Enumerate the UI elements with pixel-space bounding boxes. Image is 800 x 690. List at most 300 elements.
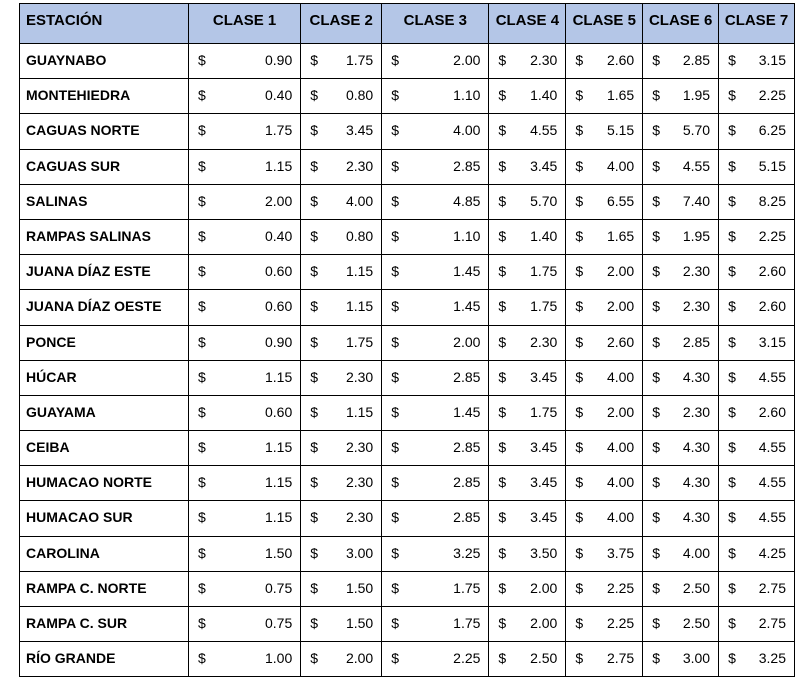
- currency-symbol: $: [728, 333, 736, 350]
- rate-cell-clase-3: [382, 79, 489, 114]
- rate-cell-clase-5: [566, 184, 643, 219]
- rate-cell-clase-4: [489, 431, 566, 466]
- rate-cell-clase-2: [301, 360, 382, 395]
- currency-symbol: $: [575, 544, 584, 561]
- rate-cell-clase-1: [188, 290, 300, 325]
- currency-symbol: $: [575, 333, 584, 350]
- station-name: JUANA DÍAZ ESTE: [20, 255, 189, 290]
- rate-amount: 1.95: [682, 87, 711, 104]
- rate-amount: 1.15: [265, 474, 293, 491]
- currency-symbol: $: [652, 333, 660, 350]
- currency-symbol: $: [575, 52, 584, 68]
- rate-amount: 6.25: [758, 122, 786, 139]
- currency-symbol: $: [652, 403, 660, 420]
- rate-amount: 2.50: [530, 650, 558, 667]
- rate-cell-clase-1: [188, 466, 300, 501]
- currency-symbol: $: [652, 474, 660, 491]
- rate-cell-clase-4: [489, 114, 566, 149]
- rate-cell-clase-5: [566, 571, 643, 606]
- currency-symbol: $: [728, 615, 736, 631]
- rate-cell-clase-7: [719, 79, 795, 114]
- currency-symbol: $: [310, 403, 319, 420]
- currency-symbol: $: [197, 157, 206, 174]
- rate-amount: 1.45: [453, 298, 481, 315]
- rate-cell-clase-5: [566, 325, 643, 360]
- rate-amount: 4.00: [453, 122, 481, 139]
- header-clase-2: CLASE 2: [301, 4, 382, 44]
- header-clase-3: CLASE 3: [382, 4, 489, 44]
- rate-cell-clase-2: [301, 79, 382, 114]
- rate-amount: 1.75: [530, 263, 558, 280]
- header-clase-7: CLASE 7: [719, 4, 795, 44]
- rate-cell-clase-2: [301, 607, 382, 642]
- rate-cell-clase-1: [188, 219, 300, 254]
- rate-amount: 2.50: [682, 615, 711, 631]
- currency-symbol: $: [310, 333, 319, 350]
- rate-cell-clase-5: [566, 44, 643, 79]
- currency-symbol: $: [575, 439, 584, 456]
- currency-symbol: $: [575, 615, 584, 631]
- rate-amount: 2.30: [345, 157, 374, 174]
- rate-cell-clase-5: [566, 114, 643, 149]
- currency-symbol: $: [498, 615, 507, 631]
- rate-cell-clase-7: [719, 219, 795, 254]
- rate-cell-clase-7: [719, 536, 795, 571]
- currency-symbol: $: [391, 509, 399, 526]
- currency-symbol: $: [652, 52, 660, 68]
- table-row: [20, 114, 795, 149]
- rate-cell-clase-7: [719, 431, 795, 466]
- station-name: CEIBA: [20, 431, 189, 466]
- currency-symbol: $: [310, 474, 319, 491]
- table-row: [20, 642, 795, 677]
- table-row: [20, 44, 795, 79]
- table-row: [20, 466, 795, 501]
- rate-cell-clase-7: [719, 290, 795, 325]
- rate-cell-clase-4: [489, 290, 566, 325]
- rate-amount: 1.50: [265, 544, 293, 561]
- toll-rates-table: [19, 3, 795, 677]
- rate-cell-clase-7: [719, 184, 795, 219]
- currency-symbol: $: [197, 615, 206, 631]
- currency-symbol: $: [310, 227, 319, 244]
- currency-symbol: $: [391, 192, 399, 209]
- currency-symbol: $: [652, 263, 660, 280]
- rate-cell-clase-6: [643, 255, 719, 290]
- header-clase-5: CLASE 5: [566, 4, 643, 44]
- rate-cell-clase-5: [566, 466, 643, 501]
- station-name: GUAYNABO: [20, 44, 189, 79]
- rate-cell-clase-4: [489, 325, 566, 360]
- currency-symbol: $: [728, 368, 736, 385]
- rate-amount: 2.60: [758, 298, 786, 315]
- currency-symbol: $: [652, 615, 660, 631]
- rate-amount: 1.10: [453, 227, 481, 244]
- currency-symbol: $: [197, 263, 206, 280]
- rate-amount: 4.00: [606, 474, 635, 491]
- currency-symbol: $: [197, 474, 206, 491]
- rate-amount: 0.60: [265, 298, 293, 315]
- rate-cell-clase-4: [489, 501, 566, 536]
- rate-amount: 1.45: [453, 403, 481, 420]
- rate-amount: 1.15: [345, 403, 374, 420]
- rate-cell-clase-7: [719, 325, 795, 360]
- rate-cell-clase-7: [719, 360, 795, 395]
- rate-amount: 5.15: [606, 122, 635, 139]
- currency-symbol: $: [310, 579, 319, 596]
- currency-symbol: $: [197, 192, 206, 209]
- currency-symbol: $: [310, 157, 319, 174]
- rate-amount: 2.25: [758, 87, 786, 104]
- rate-cell-clase-4: [489, 184, 566, 219]
- rate-amount: 0.80: [345, 227, 374, 244]
- station-name: CAGUAS NORTE: [20, 114, 189, 149]
- currency-symbol: $: [575, 122, 584, 139]
- currency-symbol: $: [652, 227, 660, 244]
- rate-amount: 2.00: [453, 52, 481, 68]
- currency-symbol: $: [498, 544, 507, 561]
- rate-amount: 0.40: [265, 87, 293, 104]
- rate-cell-clase-7: [719, 466, 795, 501]
- rate-amount: 5.70: [682, 122, 711, 139]
- rate-cell-clase-3: [382, 395, 489, 430]
- rate-cell-clase-3: [382, 571, 489, 606]
- currency-symbol: $: [310, 439, 319, 456]
- currency-symbol: $: [652, 87, 660, 104]
- rate-amount: 4.55: [758, 368, 786, 385]
- rate-amount: 3.75: [606, 544, 635, 561]
- currency-symbol: $: [391, 650, 399, 667]
- currency-symbol: $: [310, 368, 319, 385]
- rate-cell-clase-4: [489, 255, 566, 290]
- rate-amount: 1.95: [682, 227, 711, 244]
- rate-cell-clase-1: [188, 114, 300, 149]
- station-name: MONTEHIEDRA: [20, 79, 189, 114]
- rate-amount: 2.85: [453, 509, 481, 526]
- currency-symbol: $: [728, 298, 736, 315]
- rate-cell-clase-3: [382, 360, 489, 395]
- rate-cell-clase-5: [566, 431, 643, 466]
- currency-symbol: $: [391, 368, 399, 385]
- currency-symbol: $: [652, 192, 660, 209]
- currency-symbol: $: [498, 227, 507, 244]
- rate-amount: 4.00: [606, 439, 635, 456]
- currency-symbol: $: [391, 263, 399, 280]
- rate-amount: 7.40: [682, 192, 711, 209]
- rate-amount: 4.55: [682, 157, 711, 174]
- rate-cell-clase-2: [301, 325, 382, 360]
- currency-symbol: $: [652, 544, 660, 561]
- header-clase-6: CLASE 6: [643, 4, 719, 44]
- rate-cell-clase-6: [643, 149, 719, 184]
- rate-cell-clase-5: [566, 360, 643, 395]
- rate-amount: 1.15: [265, 439, 293, 456]
- table-row: [20, 571, 795, 606]
- rate-amount: 1.75: [345, 52, 374, 68]
- rate-cell-clase-1: [188, 431, 300, 466]
- rate-amount: 2.85: [453, 368, 481, 385]
- currency-symbol: $: [391, 157, 399, 174]
- rate-amount: 2.30: [682, 263, 711, 280]
- currency-symbol: $: [197, 650, 206, 667]
- rate-amount: 2.60: [606, 52, 635, 68]
- currency-symbol: $: [197, 52, 206, 68]
- rate-cell-clase-5: [566, 290, 643, 325]
- rate-amount: 2.60: [758, 403, 786, 420]
- header-station: ESTACIÓN: [20, 4, 189, 44]
- rate-cell-clase-3: [382, 536, 489, 571]
- rate-amount: 3.15: [758, 52, 786, 68]
- currency-symbol: $: [498, 474, 507, 491]
- currency-symbol: $: [391, 474, 399, 491]
- currency-symbol: $: [728, 474, 736, 491]
- currency-symbol: $: [391, 333, 399, 350]
- rate-amount: 3.15: [758, 333, 786, 350]
- rate-cell-clase-7: [719, 501, 795, 536]
- rate-cell-clase-6: [643, 184, 719, 219]
- rate-amount: 2.85: [453, 157, 481, 174]
- rate-cell-clase-2: [301, 501, 382, 536]
- rate-amount: 0.90: [265, 52, 293, 68]
- currency-symbol: $: [575, 192, 584, 209]
- rate-cell-clase-4: [489, 149, 566, 184]
- table-header: [20, 4, 795, 44]
- currency-symbol: $: [652, 579, 660, 596]
- rate-amount: 4.30: [682, 474, 711, 491]
- currency-symbol: $: [310, 650, 319, 667]
- rate-cell-clase-2: [301, 255, 382, 290]
- header-row: [20, 4, 795, 44]
- rate-amount: 3.45: [530, 474, 558, 491]
- rate-amount: 3.25: [453, 544, 481, 561]
- rate-amount: 0.90: [265, 333, 293, 350]
- rate-cell-clase-2: [301, 395, 382, 430]
- rate-amount: 4.00: [682, 544, 711, 561]
- rate-amount: 2.30: [530, 333, 558, 350]
- rate-cell-clase-5: [566, 219, 643, 254]
- currency-symbol: $: [391, 439, 399, 456]
- rate-amount: 1.75: [530, 403, 558, 420]
- rate-amount: 1.15: [345, 263, 374, 280]
- rate-amount: 3.25: [758, 650, 786, 667]
- rate-cell-clase-3: [382, 642, 489, 677]
- currency-symbol: $: [575, 650, 584, 667]
- rate-cell-clase-1: [188, 642, 300, 677]
- rate-amount: 1.50: [345, 579, 374, 596]
- rate-amount: 1.15: [345, 298, 374, 315]
- rate-cell-clase-6: [643, 219, 719, 254]
- rate-cell-clase-6: [643, 501, 719, 536]
- currency-symbol: $: [728, 403, 736, 420]
- currency-symbol: $: [575, 579, 584, 596]
- currency-symbol: $: [498, 122, 507, 139]
- currency-symbol: $: [197, 87, 206, 104]
- rate-amount: 2.85: [453, 439, 481, 456]
- rate-cell-clase-5: [566, 149, 643, 184]
- rate-cell-clase-6: [643, 607, 719, 642]
- rate-cell-clase-2: [301, 571, 382, 606]
- rate-cell-clase-3: [382, 219, 489, 254]
- currency-symbol: $: [310, 122, 319, 139]
- rate-amount: 3.45: [530, 368, 558, 385]
- rate-cell-clase-2: [301, 114, 382, 149]
- station-name: HUMACAO SUR: [20, 501, 189, 536]
- rate-amount: 2.60: [606, 333, 635, 350]
- rate-cell-clase-2: [301, 431, 382, 466]
- table-row: [20, 255, 795, 290]
- rate-amount: 4.00: [606, 157, 635, 174]
- rate-cell-clase-2: [301, 219, 382, 254]
- station-name: JUANA DÍAZ OESTE: [20, 290, 189, 325]
- rate-amount: 2.00: [345, 650, 374, 667]
- rate-amount: 4.00: [606, 368, 635, 385]
- station-name: CAROLINA: [20, 536, 189, 571]
- currency-symbol: $: [575, 403, 584, 420]
- rate-amount: 4.55: [530, 122, 558, 139]
- station-name: GUAYAMA: [20, 395, 189, 430]
- currency-symbol: $: [391, 403, 399, 420]
- currency-symbol: $: [391, 122, 399, 139]
- rate-amount: 2.00: [530, 579, 558, 596]
- currency-symbol: $: [728, 122, 736, 139]
- rate-amount: 4.55: [758, 474, 786, 491]
- currency-symbol: $: [498, 333, 507, 350]
- rate-cell-clase-3: [382, 44, 489, 79]
- rate-cell-clase-7: [719, 395, 795, 430]
- rate-cell-clase-1: [188, 395, 300, 430]
- currency-symbol: $: [498, 298, 507, 315]
- currency-symbol: $: [310, 509, 319, 526]
- currency-symbol: $: [728, 650, 736, 667]
- rate-amount: 1.65: [606, 87, 635, 104]
- table-row: [20, 431, 795, 466]
- header-clase-4: CLASE 4: [489, 4, 566, 44]
- rate-cell-clase-4: [489, 360, 566, 395]
- rate-cell-clase-3: [382, 607, 489, 642]
- rate-cell-clase-3: [382, 114, 489, 149]
- table-row: [20, 607, 795, 642]
- rate-cell-clase-7: [719, 255, 795, 290]
- currency-symbol: $: [498, 650, 507, 667]
- rate-amount: 1.40: [530, 87, 558, 104]
- rate-amount: 2.85: [682, 333, 711, 350]
- rate-cell-clase-6: [643, 431, 719, 466]
- rate-cell-clase-3: [382, 325, 489, 360]
- rate-amount: 0.60: [265, 403, 293, 420]
- table-row: [20, 290, 795, 325]
- rate-amount: 1.15: [265, 509, 293, 526]
- rate-amount: 0.60: [265, 263, 293, 280]
- rate-amount: 2.00: [453, 333, 481, 350]
- rate-amount: 3.00: [682, 650, 711, 667]
- currency-symbol: $: [197, 333, 206, 350]
- rate-amount: 4.85: [453, 192, 481, 209]
- currency-symbol: $: [652, 368, 660, 385]
- currency-symbol: $: [575, 474, 584, 491]
- station-name: CAGUAS SUR: [20, 149, 189, 184]
- rate-cell-clase-2: [301, 184, 382, 219]
- currency-symbol: $: [652, 509, 660, 526]
- rate-amount: 1.45: [453, 263, 481, 280]
- rate-amount: 2.00: [606, 263, 635, 280]
- rate-amount: 2.00: [265, 192, 293, 209]
- rate-cell-clase-1: [188, 184, 300, 219]
- rate-amount: 4.30: [682, 509, 711, 526]
- rate-amount: 6.55: [606, 192, 635, 209]
- currency-symbol: $: [652, 122, 660, 139]
- currency-symbol: $: [498, 87, 507, 104]
- rate-amount: 0.80: [345, 87, 374, 104]
- rate-amount: 0.75: [265, 579, 293, 596]
- rate-cell-clase-6: [643, 395, 719, 430]
- rate-amount: 2.30: [345, 474, 374, 491]
- currency-symbol: $: [728, 157, 736, 174]
- currency-symbol: $: [197, 122, 206, 139]
- rate-cell-clase-3: [382, 466, 489, 501]
- rate-cell-clase-4: [489, 79, 566, 114]
- rate-cell-clase-4: [489, 395, 566, 430]
- rate-amount: 2.85: [453, 474, 481, 491]
- currency-symbol: $: [575, 298, 584, 315]
- rate-amount: 2.30: [682, 403, 711, 420]
- rate-cell-clase-1: [188, 79, 300, 114]
- currency-symbol: $: [728, 263, 736, 280]
- rate-amount: 1.65: [606, 227, 635, 244]
- rate-cell-clase-4: [489, 607, 566, 642]
- station-name: PONCE: [20, 325, 189, 360]
- rate-cell-clase-6: [643, 44, 719, 79]
- currency-symbol: $: [391, 544, 399, 561]
- currency-symbol: $: [197, 509, 206, 526]
- currency-symbol: $: [197, 403, 206, 420]
- rate-amount: 1.75: [345, 333, 374, 350]
- currency-symbol: $: [652, 650, 660, 667]
- rate-cell-clase-6: [643, 114, 719, 149]
- currency-symbol: $: [391, 52, 399, 68]
- station-name: RAMPA C. NORTE: [20, 571, 189, 606]
- rate-amount: 2.00: [606, 298, 635, 315]
- currency-symbol: $: [197, 298, 206, 315]
- rate-amount: 8.25: [758, 192, 786, 209]
- rate-amount: 2.00: [606, 403, 635, 420]
- rate-cell-clase-6: [643, 536, 719, 571]
- currency-symbol: $: [728, 52, 736, 68]
- rate-amount: 1.75: [453, 579, 481, 596]
- rate-amount: 2.30: [682, 298, 711, 315]
- currency-symbol: $: [498, 263, 507, 280]
- rate-cell-clase-5: [566, 79, 643, 114]
- currency-symbol: $: [310, 544, 319, 561]
- rate-cell-clase-1: [188, 325, 300, 360]
- rate-amount: 3.45: [530, 509, 558, 526]
- rate-amount: 4.30: [682, 439, 711, 456]
- currency-symbol: $: [498, 157, 507, 174]
- rate-cell-clase-3: [382, 255, 489, 290]
- rate-cell-clase-7: [719, 149, 795, 184]
- toll-rates-table-container: [19, 3, 795, 677]
- rate-cell-clase-1: [188, 607, 300, 642]
- currency-symbol: $: [728, 579, 736, 596]
- header-clase-1: CLASE 1: [188, 4, 300, 44]
- rate-cell-clase-6: [643, 79, 719, 114]
- station-name: RÍO GRANDE: [20, 642, 189, 677]
- rate-cell-clase-6: [643, 290, 719, 325]
- rate-cell-clase-5: [566, 255, 643, 290]
- rate-amount: 2.30: [530, 52, 558, 68]
- rate-amount: 0.75: [265, 615, 293, 631]
- rate-cell-clase-4: [489, 536, 566, 571]
- rate-cell-clase-2: [301, 149, 382, 184]
